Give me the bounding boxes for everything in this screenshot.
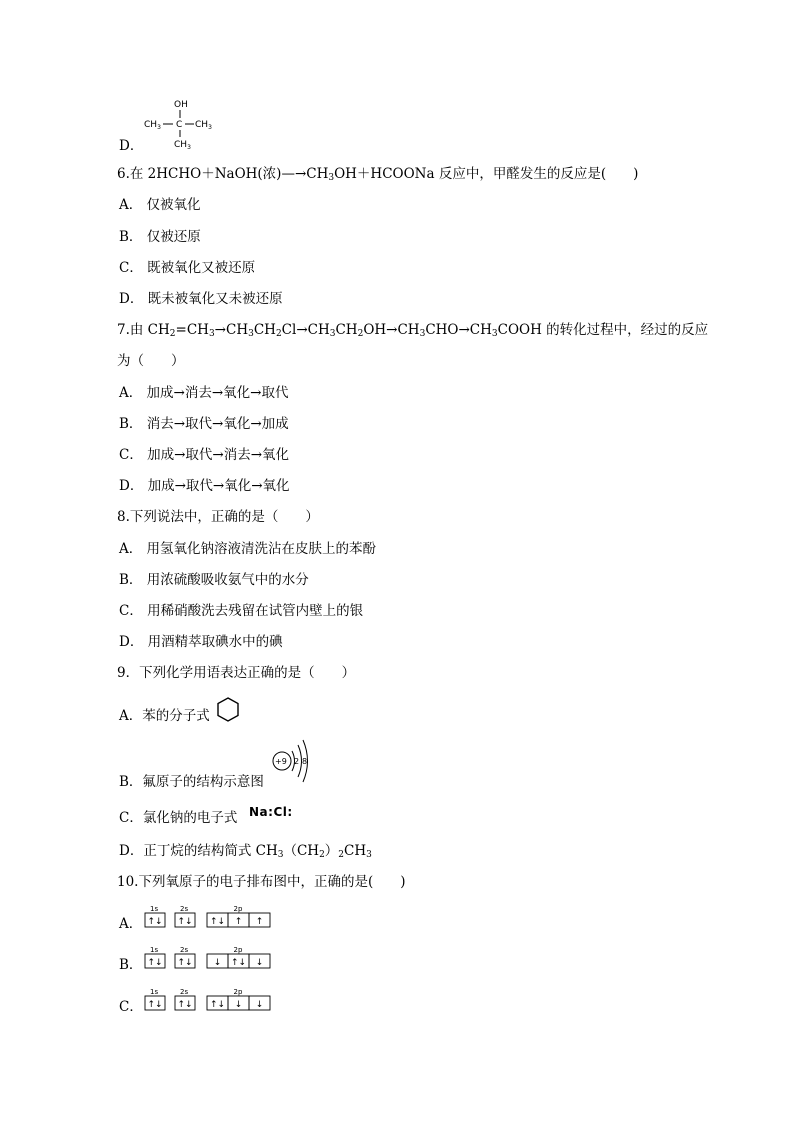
q7-option-c[interactable]: C． 加成→取代→消去→氧化: [119, 447, 290, 463]
q9-option-d[interactable]: D．正丁烷的结构简式 $CH_3(CH_2)_2CH_3$: [119, 843, 372, 860]
fluorine-atom-diagram: [270, 737, 318, 789]
orbital-diagram[interactable]: [143, 944, 283, 972]
q6-option-b[interactable]: B． 仅被还原: [119, 229, 201, 245]
electron-spin-arrows: ↑↓: [147, 958, 163, 968]
q5-option-d: D．: [119, 138, 144, 154]
orbital-label: 1s: [150, 988, 159, 996]
q10-option-label[interactable]: B．: [119, 957, 143, 973]
q8-option-c[interactable]: C． 用稀硝酸洗去残留在试管内壁上的银: [119, 603, 364, 619]
electron-spin-arrows: ↑↓: [177, 1000, 193, 1010]
bottom-ch3: $CH_3$: [174, 140, 191, 151]
q7-option-b[interactable]: B． 消去→取代→氧化→加成: [119, 416, 289, 432]
q9-option-b[interactable]: B．氟原子的结构示意图: [119, 774, 264, 790]
orbital-label: 2s: [180, 905, 189, 913]
electron-spin-arrows: ↑↓: [147, 917, 163, 927]
q7-option-d[interactable]: D． 加成→取代→氧化→氧化: [119, 478, 290, 494]
electron-spin-arrows: ↑↓: [209, 917, 226, 927]
orbital-label: 2s: [180, 988, 189, 996]
shell1-electrons: 2: [294, 757, 300, 766]
q9-option-a[interactable]: A．苯的分子式: [119, 708, 210, 724]
orbital-label: 1s: [150, 905, 159, 913]
q7-stem-line1: 7.由 $CH_2=CH_3\to CH_3CH_2Cl\to CH_3CH_2OH\to CH_3CHO\to CH_3COOH$ 的转化过程中，经过的反应: [117, 322, 709, 339]
orbital-diagram[interactable]: [143, 903, 283, 931]
q8-option-b[interactable]: B． 用浓硫酸吸收氨气中的水分: [119, 572, 309, 588]
electron-spin-arrows: ↑: [255, 917, 264, 927]
electron-spin-arrows: ↑↓: [177, 958, 193, 968]
electron-spin-arrows: ↑↓: [147, 1000, 163, 1010]
q9-option-c[interactable]: C．氯化钠的电子式: [119, 810, 238, 826]
orbital-label: 2p: [233, 905, 243, 913]
electron-spin-arrows: ↑↓: [209, 1000, 226, 1010]
q9-stem: 9．下列化学用语表达正确的是（ ）: [117, 665, 356, 681]
shell2-electrons: 8: [302, 757, 308, 766]
electron-spin-arrows: ↑↓: [177, 917, 193, 927]
q10-option-label[interactable]: C．: [119, 999, 143, 1015]
q7-option-a[interactable]: A． 加成→消去→氧化→取代: [119, 385, 289, 401]
electron-spin-arrows: ↓: [213, 958, 222, 968]
q6-option-a[interactable]: A． 仅被氧化: [119, 197, 201, 213]
q8-option-a[interactable]: A． 用氢氧化钠溶液清洗沾在皮肤上的苯酚: [119, 541, 377, 557]
q8-stem: 8.下列说法中，正确的是（ ）: [117, 509, 319, 525]
right-ch3: $CH_3$: [195, 120, 212, 131]
benzene-ring-icon: [215, 696, 241, 724]
orbital-label: 1s: [150, 946, 159, 954]
orbital-label: 2p: [233, 988, 243, 996]
q10-stem: 10.下列氧原子的电子排布图中，正确的是( ): [117, 874, 406, 890]
left-ch3: $CH_3$: [144, 120, 161, 131]
electron-spin-arrows: ↑↓: [230, 958, 247, 968]
orbital-label: 2p: [233, 946, 243, 954]
q7-stem-line2: 为（ ）: [117, 353, 185, 369]
q8-option-d[interactable]: D． 用酒精萃取碘水中的碘: [119, 634, 283, 650]
nacl-electron-formula: Na:Cl:: [249, 805, 293, 819]
tert-butanol-structure: [140, 96, 220, 152]
orbital-label: 2s: [180, 946, 189, 954]
q10-option-label[interactable]: A．: [119, 916, 143, 932]
orbital-diagram[interactable]: [143, 986, 283, 1014]
q6-option-d[interactable]: D． 既未被氧化又未被还原: [119, 291, 283, 307]
electron-spin-arrows: ↓: [255, 958, 264, 968]
nucleus-charge: +9: [275, 757, 287, 766]
electron-spin-arrows: ↑: [234, 917, 243, 927]
electron-spin-arrows: ↓: [255, 1000, 264, 1010]
q6-stem: 6.在 2HCHO＋NaOH(浓)$—\to CH_3OH+HCOONa$ 反应中，甲醛发生的反应是( ): [117, 166, 639, 183]
electron-spin-arrows: ↓: [234, 1000, 243, 1010]
svg-text:C: C: [176, 120, 183, 130]
oh-label: OH: [174, 100, 188, 110]
q6-option-c[interactable]: C． 既被氧化又被还原: [119, 260, 256, 276]
